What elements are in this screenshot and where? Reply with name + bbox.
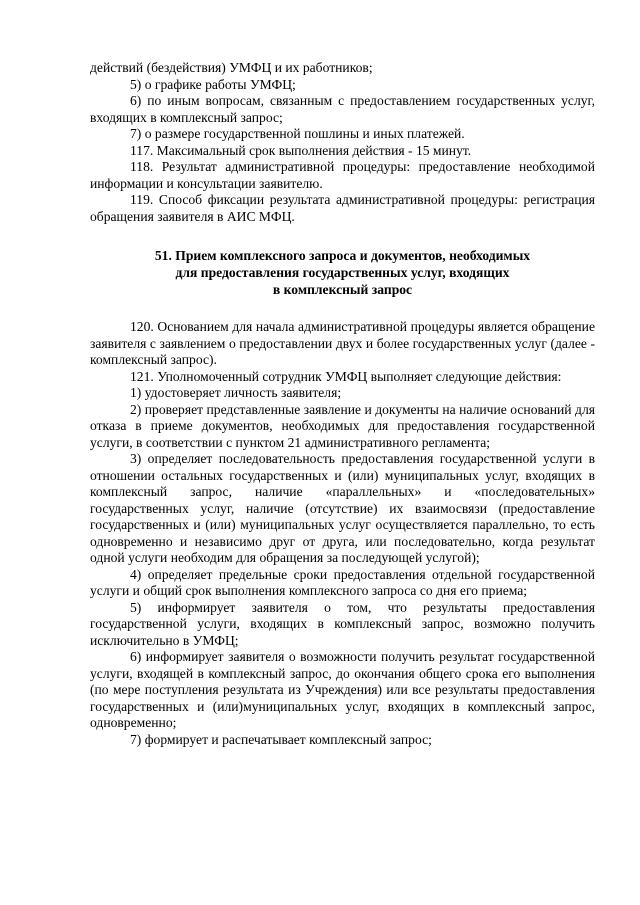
paragraph: 1) удостоверяет личность заявителя;: [130, 385, 342, 400]
paragraph: 6) информирует заявителя о возможности получить результат государственной услуги, входящей в комплексный запрос, до окончания общего срока его выполнения (по мере поступления результата из Учреждения) или все результаты предоставления государственных и (или)муниципальных услуг, входящих в комплексный запрос, одновременно;: [90, 649, 595, 730]
paragraph: 121. Уполномоченный сотрудник УМФЦ выполняет следующие действия:: [130, 368, 562, 384]
document-body: [90, 60, 595, 748]
paragraph: 7) формирует и распечатывает комплексный запрос;: [130, 731, 432, 747]
paragraph: 5) информирует заявителя о том, что результаты предоставления государственной услуги, входящих в комплексный запрос, возможно получить исключительно в УМФЦ;: [90, 599, 595, 648]
paragraph: 119. Способ фиксации результата административной процедуры: регистрация обращения заявителя в АИС МФЦ.: [90, 192, 595, 224]
paragraph: действий (бездействия) УМФЦ и их работников;: [90, 60, 373, 75]
paragraph: 6) по иным вопросам, связанным с предоставлением государственных услуг, входящих в комплексный запрос;: [90, 93, 595, 125]
paragraph: 118. Результат административной процедуры: предоставление необходимой информации и консультации заявителю.: [90, 159, 595, 191]
paragraph: 5) о графике работы УМФЦ;: [130, 76, 296, 92]
paragraph: 7) о размере государственной пошлины и иных платежей.: [130, 126, 465, 141]
paragraph: 3) определяет последовательность предоставления государственной услуги в отношении остальных государственных и (или) муниципальных услуг, входящих в комплексный запрос, наличие «параллельных» и «последовательных» государственных услуг, наличие (отсутствие) их взаимосвязи (предоставление государственных и (или) муниципальных услуг осуществляется параллельно, то есть одновременно и независимо друг от друга, или последовательно, когда результат одной услуги необходим для обращения за последующей услугой);: [90, 451, 595, 565]
section-heading-line: в комплексный запрос: [272, 282, 413, 297]
paragraph: 2) проверяет представленные заявление и документы на наличие оснований для отказа в приеме документов, необходимых для предоставления государственной услуги, в соответствии с пунктом 21 административного регламента;: [90, 401, 595, 450]
section-heading: [90, 247, 595, 298]
paragraph: 117. Максимальный срок выполнения действия - 15 минут.: [130, 142, 472, 158]
paragraph: 120. Основанием для начала административной процедуры является обращение заявителя с заявлением о предоставлении двух и более государственных услуг (далее - комплексный запрос).: [90, 319, 595, 367]
paragraph: 4) определяет предельные сроки предоставления отдельной государственной услуги и общий срок выполнения комплексного запроса со дня его приема;: [90, 566, 595, 598]
section-heading-line: для предоставления государственных услуг, входящих: [175, 265, 510, 280]
section-heading-line: 51. Прием комплексного запроса и документов, необходимых: [154, 248, 531, 263]
